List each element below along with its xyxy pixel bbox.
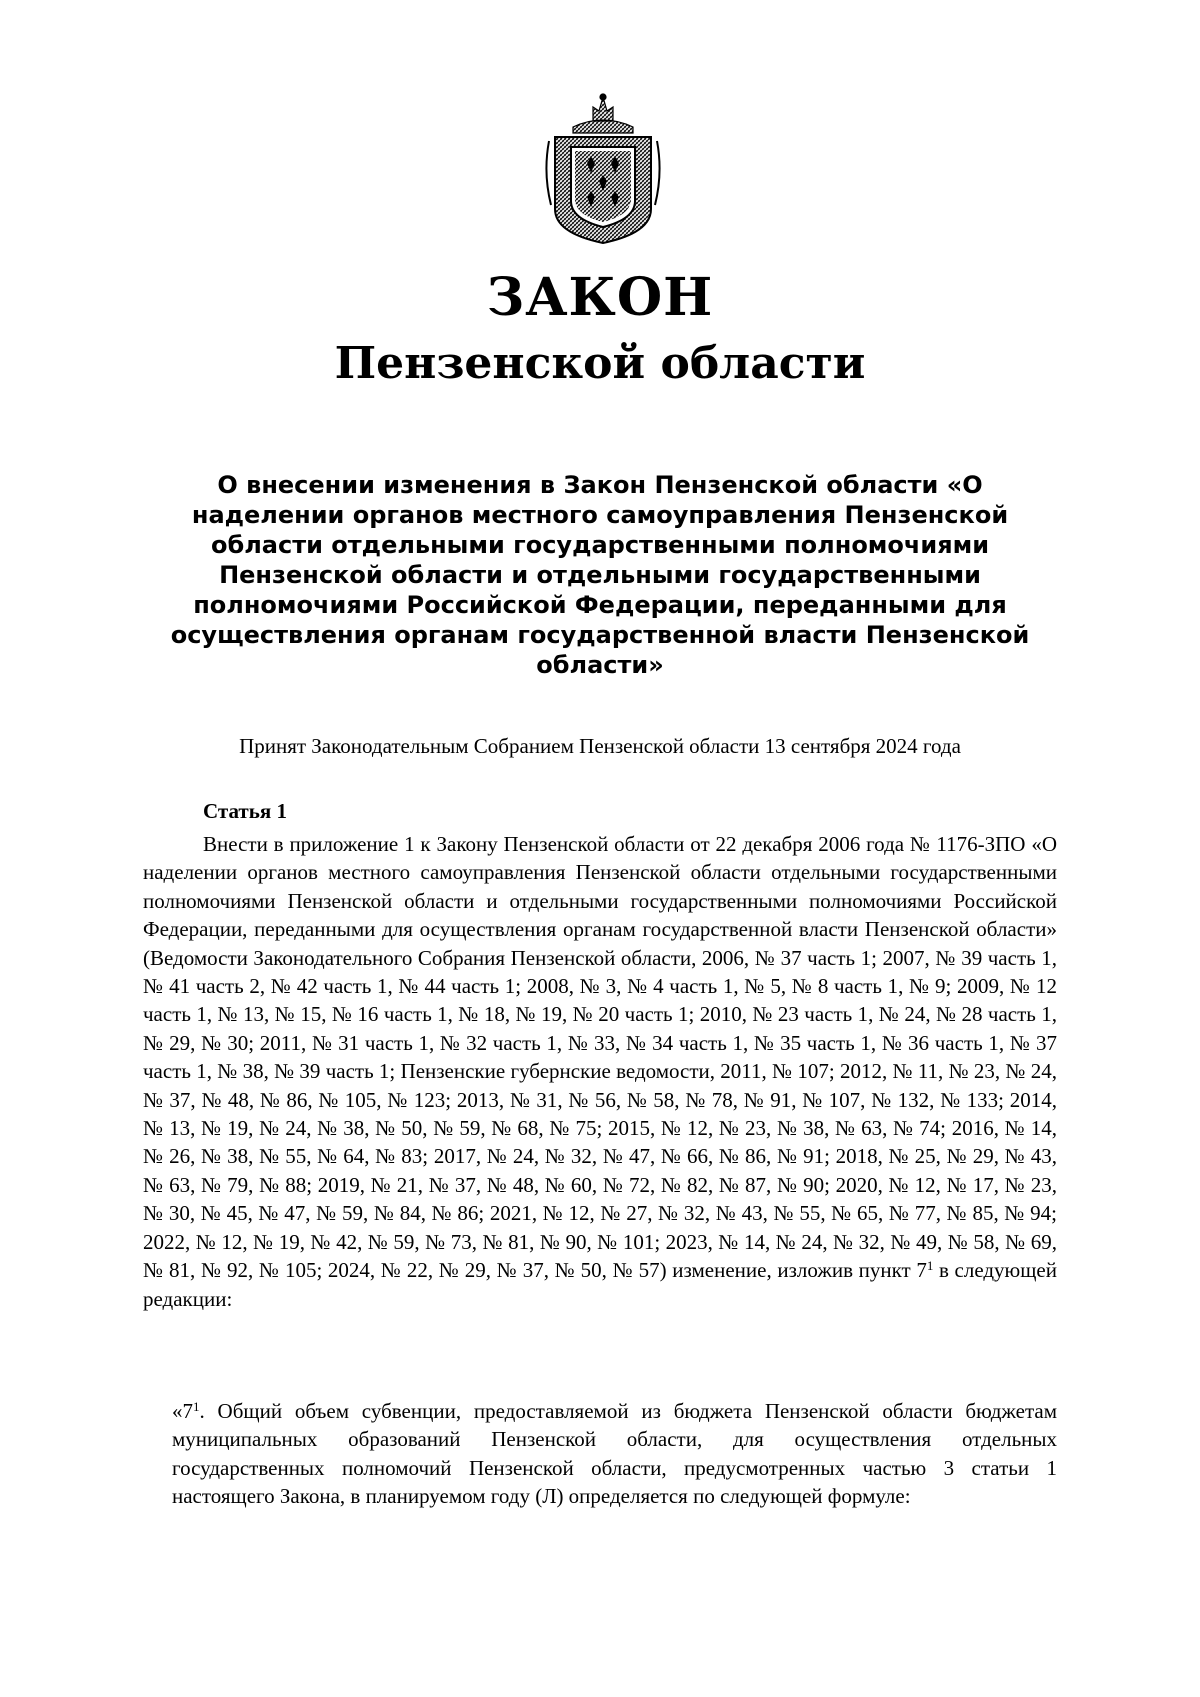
quote-text: . Общий объем субвенции, предоставляемой из бюджета Пензенской области бюджетам муниципальных образований Пензенской области, для осуществления отдельных государственных полномочий Пензенской области, предусмотренных частью 3 статьи 1 настоящего Закона, в планируемом году (Л) определяется по следующей формуле: bbox=[172, 1399, 1057, 1509]
law-title: О внесении изменения в Закон Пензенской области «О наделении органов местного самоуправления Пензенской области отдельными государственными полномочиями Пензенской области и отдельными государственными полномочиями Российской Федерации, переданными для осуществления органам государственной власти Пензенской области» bbox=[170, 471, 1030, 679]
article-heading: Статья 1 bbox=[203, 799, 287, 823]
article-body-text-end: в следующей редакции: bbox=[143, 1258, 1057, 1311]
article-body-text: Внести в приложение 1 к Закону Пензенской области от 22 декабря 2006 года № 1176-ЗПО «О наделении органов местного самоуправления Пензенской области отдельными государственными полномочиями Пензенской области и отдельными государственными полномочиями Российской Федерации, переданными для осуществления органам государственной власти Пензенской области» (Ведомости Законодательного Собрания Пензенской области, 2006, № 37 часть 1; 2007, № 39 часть 1, № 41 часть 2, № 42 часть 1, № 44 часть 1; 2008, № 3, № 4 часть 1, № 5, № 8 часть 1, № 9; 2009, № 12 часть 1, № 13, № 15, № 16 часть 1, № 18, № 19, № 20 часть 1; 2010, № 23 часть 1, № 24, № 28 часть 1, № 29, № 30; 2011, № 31 часть 1, № 32 часть 1, № 33, № 34 часть 1, № 35 часть 1, № 36 часть 1, № 37 часть 1, № 38, № 39 часть 1; Пензенские губернские ведомости, 2011, № 107; 2012, № 11, № 23, № 24, № 37, № 48, № 86, № 105, № 123; 2013, № 31, № 56, № 58, № 78, № 91, № 107, № 132, № 133; 2014, № 13, № 19, № 24, № 38, № 50, № 59, № 68, № 75; 2015, № 12, № 23, № 38, № 63, № 74; 2016, № 14, № 26, № 38, № 55, № 64, № 83; 2017, № 24, № 32, № 47, № 66, № 86, № 91; 2018, № 25, № 29, № 43, № 63, № 79, № 88; 2019, № 21, № 37, № 48, № 60, № 72, № 82, № 87, № 90; 2020, № 12, № 17, № 23, № 30, № 45, № 47, № 59, № 84, № 86; 2021, № 12, № 27, № 32, № 43, № 55, № 65, № 77, № 85, № 94; 2022, № 12, № 19, № 42, № 59, № 73, № 81, № 90, № 101; 2023, № 14, № 24, № 32, № 49, № 58, № 69, № 81, № 92, № 105; 2024, № 22, № 29, № 37, № 50, № 57) изменение, изложив пункт 7 bbox=[143, 832, 1057, 1283]
coat-of-arms-emblem bbox=[543, 93, 663, 245]
quoted-paragraph bbox=[172, 1397, 1057, 1511]
document-subtitle: Пензенской области bbox=[334, 338, 866, 389]
article-body bbox=[143, 830, 1057, 1313]
superscript: 1 bbox=[926, 1258, 934, 1274]
document-title: ЗАКОН bbox=[486, 267, 714, 328]
quote-open: «7 bbox=[172, 1399, 193, 1423]
adoption-note: Принят Законодательным Собранием Пензенской области 13 сентября 2024 года bbox=[239, 734, 961, 758]
quote-superscript: 1 bbox=[193, 1399, 200, 1414]
